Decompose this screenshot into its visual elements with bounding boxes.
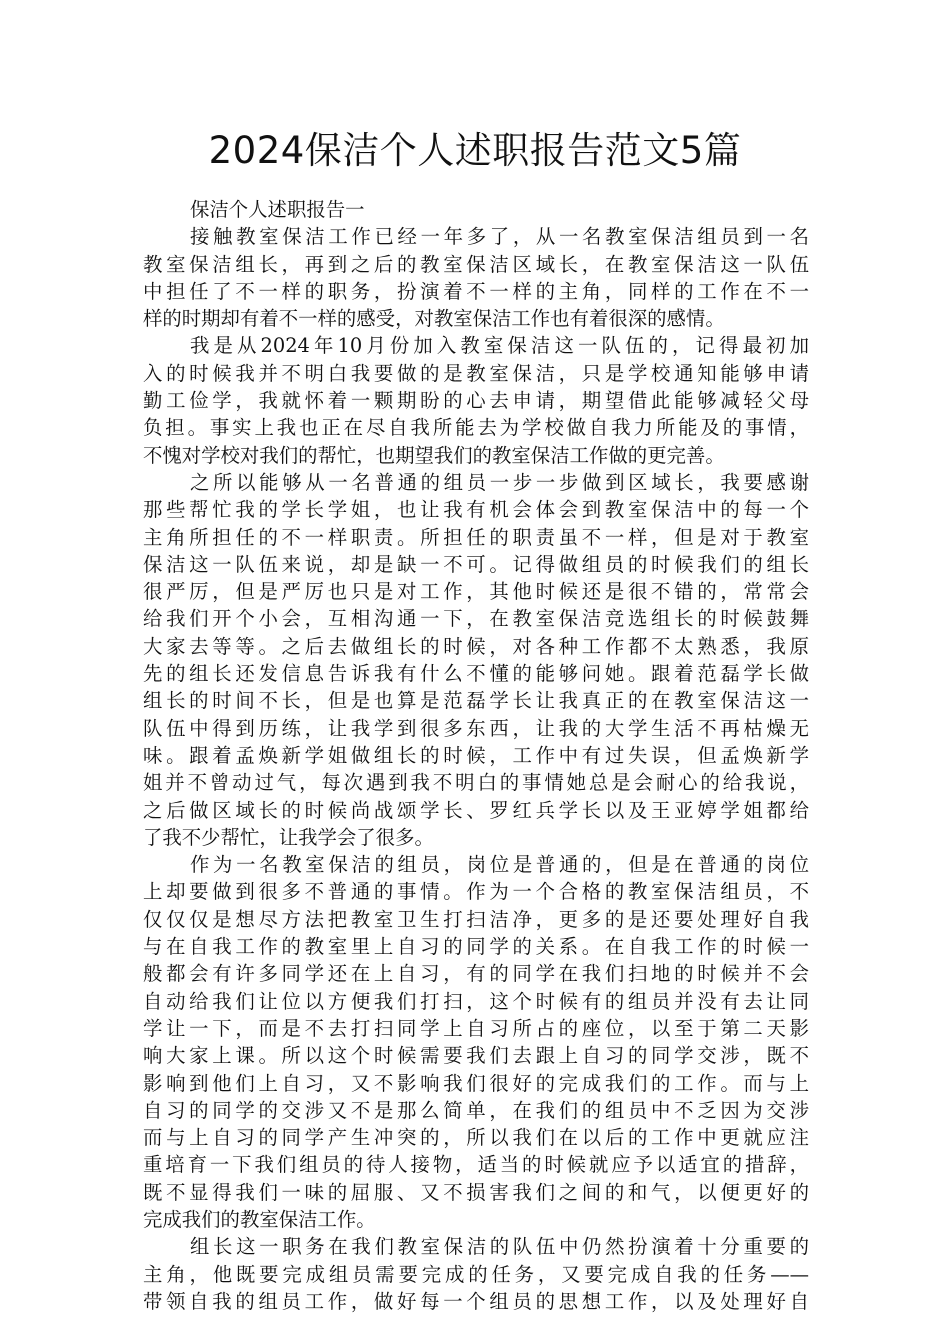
paragraph-line: 影响到他们上自习，又不影响我们很好的完成我们的工作。而与上 [143, 1071, 809, 1095]
paragraph-line: 之所以能够从一名普通的组员一步一步做到区域长，我要感谢 [190, 470, 809, 494]
body-paragraph [143, 223, 809, 332]
section-heading: 保洁个人述职报告一 [190, 198, 365, 221]
paragraph-line: 队伍中得到历练，让我学到很多东西，让我的大学生活不再枯燥无 [143, 716, 809, 740]
paragraph-list [143, 223, 809, 1315]
paragraph-line: 作为一名教室保洁的组员，岗位是普通的，但是在普通的岗位 [190, 853, 809, 877]
paragraph-line: 自动给我们让位以方便我们打扫，这个时候有的组员并没有去让同 [143, 989, 809, 1013]
paragraph-line: 勤工俭学，我就怀着一颗期盼的心去申请，期望借此能够减轻父母 [143, 389, 809, 413]
paragraph-line: 主角，他既要完成组员需要完成的任务，又要完成自我的任务—— [143, 1262, 809, 1286]
paragraph-line: 完成我们的教室保洁工作。 [143, 1207, 376, 1231]
paragraph-line: 重培育一下我们组员的待人接物，适当的时候就应予以适宜的措辞， [143, 1153, 809, 1177]
paragraph-line: 既不显得我们一味的屈服、又不损害我们之间的和气，以便更好的 [143, 1180, 809, 1204]
paragraph-line: 自习的同学的交涉又不是那么简单，在我们的组员中不乏因为交涉 [143, 1098, 809, 1122]
paragraph-line: 我是从2024年10月份加入教室保洁这一队伍的，记得最初加 [190, 334, 809, 358]
paragraph-line: 大家去等等。之后去做组长的时候，对各种工作都不太熟悉，我原 [143, 634, 809, 658]
paragraph-line: 不愧对学校对我们的帮忙，也期望我们的教室保洁工作做的更完善。 [143, 443, 725, 467]
paragraph-line: 负担。事实上我也正在尽自我所能去为学校做自我力所能及的事情， [143, 416, 809, 440]
paragraph-line: 那些帮忙我的学长学姐，也让我有机会体会到教室保洁中的每一个 [143, 498, 809, 522]
paragraph-line: 主角所担任的不一样职责。所担任的职责虽不一样，但是对于教室 [143, 525, 809, 549]
paragraph-line: 般都会有许多同学还在上自习，有的同学在我们扫地的时候并不会 [143, 962, 809, 986]
paragraph-line: 中担任了不一样的职务，扮演着不一样的主角，同样的工作在不一 [143, 279, 809, 303]
paragraph-line: 给我们开个小会，互相沟通一下，在教室保洁竞选组长的时候鼓舞 [143, 607, 809, 631]
paragraph-line: 接触教室保洁工作已经一年多了，从一名教室保洁组员到一名 [190, 225, 809, 249]
paragraph-line: 很严厉，但是严厉也只是对工作，其他时候还是很不错的，常常会 [143, 580, 809, 604]
document-title: 2024保洁个人述职报告范文5篇 [208, 129, 742, 172]
paragraph-line: 保洁这一队伍来说，却是缺一不可。记得做组员的时候我们的组长 [143, 552, 809, 576]
paragraph-line: 组长这一职务在我们教室保洁的队伍中仍然扮演着十分重要的 [190, 1235, 809, 1259]
paragraph-line: 组长的时间不长，但是也算是范磊学长让我真正的在教室保洁这一 [143, 689, 809, 713]
paragraph-line: 样的时期却有着不一样的感受，对教室保洁工作也有着很深的感情。 [143, 307, 725, 331]
paragraph-line: 先的组长还发信息告诉我有什么不懂的能够问她。跟着范磊学长做 [143, 662, 809, 686]
paragraph-line: 而与上自习的同学产生冲突的，所以我们在以后的工作中更就应注 [143, 1126, 809, 1150]
paragraph-line: 带领自我的组员工作，做好每一个组员的思想工作，以及处理好自 [143, 1289, 809, 1313]
body-paragraph [143, 332, 809, 468]
paragraph-line: 响大家上课。所以这个时候需要我们去跟上自习的同学交涉，既不 [143, 1044, 809, 1068]
paragraph-line: 与在自我工作的教室里上自习的同学的关系。在自我工作的时候一 [143, 935, 809, 959]
paragraph-line: 之后做区域长的时候尚战颂学长、罗红兵学长以及王亚婷学姐都给 [143, 798, 809, 822]
paragraph-line: 姐并不曾动过气，每次遇到我不明白的事情她总是会耐心的给我说， [143, 771, 809, 795]
body-paragraph [143, 851, 809, 1233]
paragraph-line: 入的时候我并不明白我要做的是教室保洁，只是学校通知能够申请 [143, 361, 809, 385]
document-body [143, 196, 809, 1315]
paragraph-line: 教室保洁组长，再到之后的教室保洁区域长，在教室保洁这一队伍 [143, 252, 809, 276]
paragraph-line: 上却要做到很多不普通的事情。作为一个合格的教室保洁组员，不 [143, 880, 809, 904]
paragraph-line: 了我不少帮忙，让我学会了很多。 [143, 825, 434, 849]
paragraph-line: 学让一下，而是不去打扫同学上自习所占的座位，以至于第二天影 [143, 1016, 809, 1040]
paragraph-line: 味。跟着孟焕新学姐做组长的时候，工作中有过失误，但孟焕新学 [143, 743, 809, 767]
paragraph-line: 仅仅仅是想尽方法把教室卫生打扫洁净，更多的是还要处理好自我 [143, 907, 809, 931]
body-paragraph [143, 1233, 809, 1315]
body-paragraph [143, 469, 809, 851]
